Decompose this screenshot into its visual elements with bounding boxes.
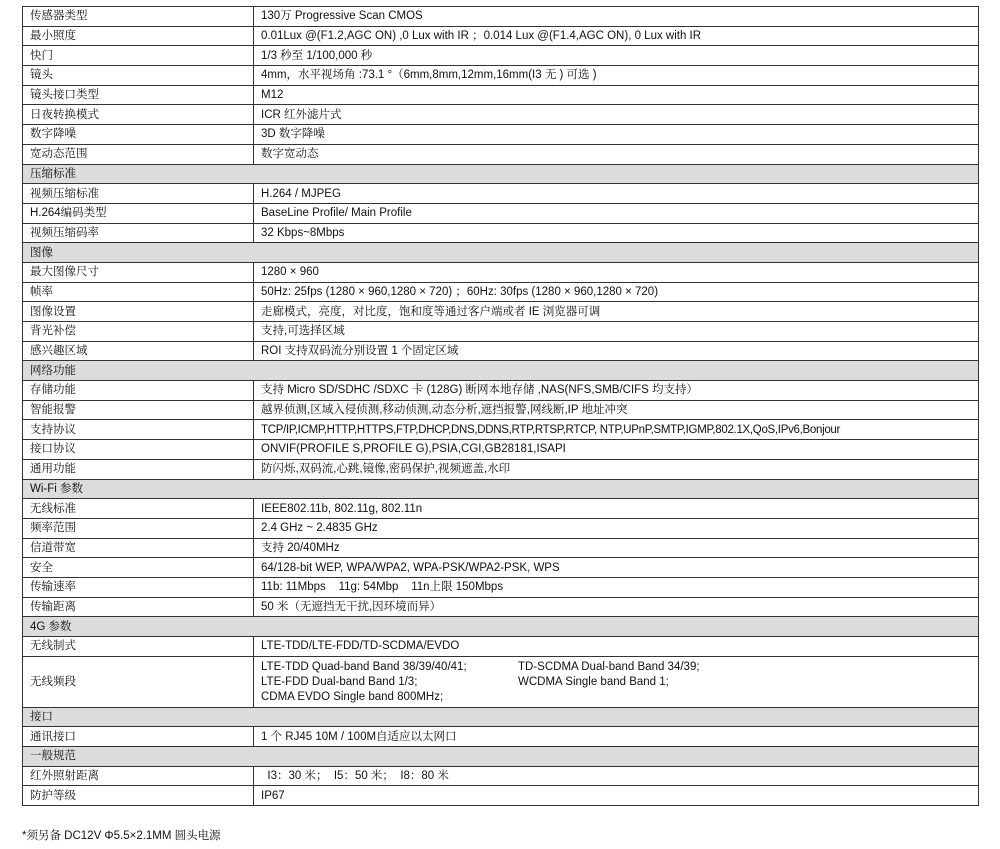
spec-row xyxy=(23,341,979,361)
spec-value: IEEE802.11b, 802.11g, 802.11n xyxy=(254,499,979,519)
spec-row xyxy=(23,459,979,479)
spec-row xyxy=(23,381,979,401)
spec-label: 背光补偿 xyxy=(23,322,254,342)
section-title: 网络功能 xyxy=(23,361,979,381)
spec-label: 数字降噪 xyxy=(23,125,254,145)
spec-value: LTE-TDD/LTE-FDD/TD-SCDMA/EVDO xyxy=(254,637,979,657)
spec-row xyxy=(23,577,979,597)
spec-value: 11b: 11Mbps 11g: 54Mbp 11n上限 150Mbps xyxy=(254,577,979,597)
band-list xyxy=(261,660,971,704)
spec-label: 视频压缩标准 xyxy=(23,184,254,204)
spec-row xyxy=(23,322,979,342)
spec-value: TCP/IP,ICMP,HTTP,HTTPS,FTP,DHCP,DNS,DDNS,RTP,RTSP,RTCP, NTP,UPnP,SMTP,IGMP,802.1X,QoS,IPv6,Bonjour xyxy=(254,420,979,440)
spec-row xyxy=(23,302,979,322)
band-item: CDMA EVDO Single band 800MHz; xyxy=(261,690,444,703)
section-title: 4G 参数 xyxy=(23,617,979,637)
spec-label: 快门 xyxy=(23,46,254,66)
spec-row xyxy=(23,7,979,27)
spec-value xyxy=(254,656,979,707)
spec-label: 防护等级 xyxy=(23,786,254,806)
spec-label: 传输距离 xyxy=(23,597,254,617)
spec-value: 1280 × 960 xyxy=(254,262,979,282)
spec-row xyxy=(23,144,979,164)
section-header-interface xyxy=(23,707,979,727)
section-header-4g xyxy=(23,617,979,637)
spec-row xyxy=(23,262,979,282)
spec-value: 防闪烁,双码流,心跳,镜像,密码保护,视频遮盖,水印 xyxy=(254,459,979,479)
spec-value: 50Hz: 25fps (1280 × 960,1280 × 720) ；60Hz: 30fps (1280 × 960,1280 × 720) xyxy=(254,282,979,302)
spec-value: 数字宽动态 xyxy=(254,144,979,164)
spec-value: ROI 支持双码流分别设置 1 个固定区域 xyxy=(254,341,979,361)
spec-row xyxy=(23,105,979,125)
spec-row xyxy=(23,499,979,519)
spec-label: 日夜转换模式 xyxy=(23,105,254,125)
spec-value: 走廊模式，亮度，对比度，饱和度等通过客户端或者 IE 浏览器可调 xyxy=(254,302,979,322)
band-item: LTE-FDD Dual-band Band 1/3; xyxy=(261,675,418,688)
spec-row xyxy=(23,282,979,302)
spec-label: 传感器类型 xyxy=(23,7,254,27)
spec-row xyxy=(23,766,979,786)
spec-label: 图像设置 xyxy=(23,302,254,322)
section-header-image xyxy=(23,243,979,263)
spec-row xyxy=(23,597,979,617)
spec-label: H.264编码类型 xyxy=(23,203,254,223)
spec-value: H.264 / MJPEG xyxy=(254,184,979,204)
spec-label: 智能报警 xyxy=(23,400,254,420)
spec-value: 0.01Lux @(F1.2,AGC ON) ,0 Lux with IR ；0.014 Lux @(F1.4,AGC ON), 0 Lux with IR xyxy=(254,26,979,46)
spec-label: 频率范围 xyxy=(23,518,254,538)
spec-label: 红外照射距离 xyxy=(23,766,254,786)
spec-value: 越界侦测,区域入侵侦测,移动侦测,动态分析,遮挡报警,网线断,IP 地址冲突 xyxy=(254,400,979,420)
spec-row xyxy=(23,727,979,747)
spec-row xyxy=(23,558,979,578)
spec-label: 接口协议 xyxy=(23,440,254,460)
spec-label: 无线标准 xyxy=(23,499,254,519)
spec-value: ONVIF(PROFILE S,PROFILE G),PSIA,CGI,GB28181,ISAPI xyxy=(254,440,979,460)
spec-row xyxy=(23,85,979,105)
spec-value: 50 米（无遮挡无干扰,因环境而异） xyxy=(254,597,979,617)
spec-label: 最小照度 xyxy=(23,26,254,46)
spec-row xyxy=(23,46,979,66)
spec-row xyxy=(23,420,979,440)
spec-value: 3D 数字降噪 xyxy=(254,125,979,145)
spec-label: 帧率 xyxy=(23,282,254,302)
band-item: WCDMA Single band Band 1; xyxy=(518,675,669,688)
spec-row xyxy=(23,400,979,420)
section-title: Wi-Fi 参数 xyxy=(23,479,979,499)
section-title: 压缩标准 xyxy=(23,164,979,184)
spec-value: BaseLine Profile/ Main Profile xyxy=(254,203,979,223)
spec-value: 4mm，水平视场角 :73.1 °（6mm,8mm,12mm,16mm(I3 无 ) 可选 ) xyxy=(254,66,979,86)
spec-value: 支持 20/40MHz xyxy=(254,538,979,558)
spec-value: 支持,可选择区域 xyxy=(254,322,979,342)
spec-value: 32 Kbps~8Mbps xyxy=(254,223,979,243)
section-title: 一般规范 xyxy=(23,747,979,767)
spec-row xyxy=(23,637,979,657)
section-header-compression xyxy=(23,164,979,184)
spec-label: 镜头 xyxy=(23,66,254,86)
spec-label: 最大图像尺寸 xyxy=(23,262,254,282)
spec-row xyxy=(23,656,979,707)
spec-row xyxy=(23,184,979,204)
spec-label: 安全 xyxy=(23,558,254,578)
spec-row xyxy=(23,440,979,460)
spec-label: 支持协议 xyxy=(23,420,254,440)
spec-value: 1/3 秒至 1/100,000 秒 xyxy=(254,46,979,66)
spec-label: 信道带宽 xyxy=(23,538,254,558)
spec-label: 视频压缩码率 xyxy=(23,223,254,243)
section-title: 图像 xyxy=(23,243,979,263)
spec-label: 传输速率 xyxy=(23,577,254,597)
spec-label: 宽动态范围 xyxy=(23,144,254,164)
spec-row xyxy=(23,223,979,243)
spec-value: 2.4 GHz ~ 2.4835 GHz xyxy=(254,518,979,538)
spec-row xyxy=(23,125,979,145)
band-item: TD-SCDMA Dual-band Band 34/39; xyxy=(518,660,700,673)
band-item: LTE-TDD Quad-band Band 38/39/40/41; xyxy=(261,660,467,673)
spec-row xyxy=(23,786,979,806)
spec-label: 镜头接口类型 xyxy=(23,85,254,105)
spec-label: 通用功能 xyxy=(23,459,254,479)
spec-row xyxy=(23,66,979,86)
section-header-wifi xyxy=(23,479,979,499)
spec-value: ICR 红外滤片式 xyxy=(254,105,979,125)
spec-value: 1 个 RJ45 10M / 100M自适应以太网口 xyxy=(254,727,979,747)
spec-label: 无线制式 xyxy=(23,637,254,657)
section-title: 接口 xyxy=(23,707,979,727)
spec-row xyxy=(23,518,979,538)
spec-row xyxy=(23,538,979,558)
footnote: *须另备 DC12V Φ5.5×2.1MM 圆头电源 xyxy=(22,830,221,842)
spec-row xyxy=(23,203,979,223)
spec-table xyxy=(22,6,979,806)
spec-label: 存储功能 xyxy=(23,381,254,401)
spec-label: 无线频段 xyxy=(23,656,254,707)
spec-value: IP67 xyxy=(254,786,979,806)
section-header-network xyxy=(23,361,979,381)
section-header-general xyxy=(23,747,979,767)
spec-value: M12 xyxy=(254,85,979,105)
spec-value: 支持 Micro SD/SDHC /SDXC 卡 (128G) 断网本地存储 ,NAS(NFS,SMB/CIFS 均支持） xyxy=(254,381,979,401)
spec-label: 通讯接口 xyxy=(23,727,254,747)
spec-value: I3：30 米； I5：50 米； I8：80 米 xyxy=(254,766,979,786)
spec-label: 感兴趣区域 xyxy=(23,341,254,361)
spec-row xyxy=(23,26,979,46)
spec-value: 130万 Progressive Scan CMOS xyxy=(254,7,979,27)
spec-value: 64/128-bit WEP, WPA/WPA2, WPA-PSK/WPA2-PSK, WPS xyxy=(254,558,979,578)
